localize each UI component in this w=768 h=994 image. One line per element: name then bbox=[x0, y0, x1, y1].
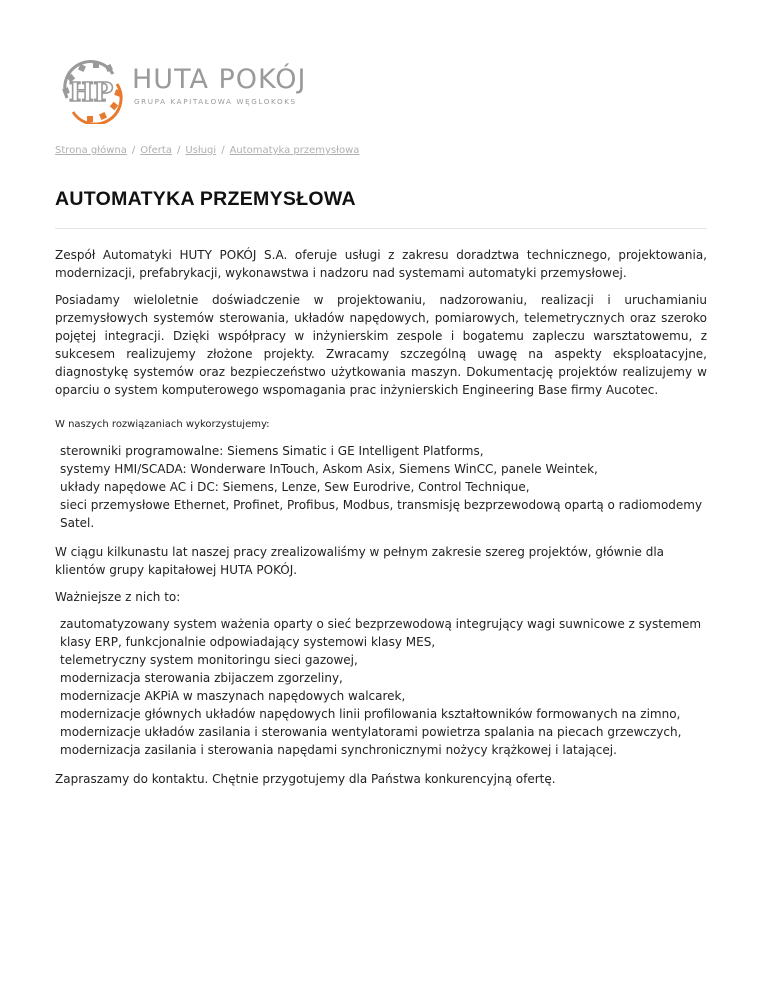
projects-intro: W ciągu kilkunastu lat naszej pracy zrealizowaliśmy w pełnym zakresie szereg projektów, głównie dla klientów grupy kapitałowej HUTA POKÓJ. bbox=[55, 545, 665, 577]
logo-tagline: GRUPA KAPITAŁOWA WĘGLOKOKS bbox=[134, 97, 297, 106]
projects-list bbox=[55, 615, 707, 759]
list-item: sterowniki programowalne: Siemens Simatic i GE Intelligent Platforms, bbox=[60, 444, 484, 458]
breadcrumb-separator: / bbox=[131, 145, 136, 156]
breadcrumb-home[interactable]: Strona główna bbox=[55, 145, 127, 156]
list-item: modernizacje głównych układów napędowych linii profilowania kształtowników formowanych na zimno, bbox=[60, 707, 681, 721]
company-logo[interactable] bbox=[55, 58, 307, 124]
list-item: modernizacja zasilania i sterowania napędami synchronicznymi nożycy krążkowej i latającej. bbox=[60, 743, 617, 757]
page-title: AUTOMATYKA PRZEMYSŁOWA bbox=[55, 188, 356, 210]
logo-title: HUTA POKÓJ bbox=[132, 64, 307, 95]
list-item: modernizacja sterowania zbijaczem zgorzeliny, bbox=[60, 671, 343, 685]
breadcrumb-separator: / bbox=[221, 145, 225, 156]
experience-paragraph: Posiadamy wieloletnie doświadczenie w projektowaniu, nadzorowaniu, realizacji i uruchamianiu przemysłowych systemów sterowania, układów napędowych, pomiarowych, telemetrycznych oraz szeroko pojętej integracji. Dzięki współpracy w inżynierskim zespole i bogatemu zapleczu warsztatowemu, z sukcesem realizujemy złożone projekty. Zwracamy szczególną uwagę na aspekty eksploatacyjne, diagnostykę systemów oraz bezpieczeństwo użytkowania maszyn. Dokumentację projektów realizujemy w oparciu o system komputerowego wspomagania prac inżynierskich Engineering Base firmy Aucotec. bbox=[55, 293, 707, 397]
logo-monogram: HP bbox=[68, 78, 114, 108]
breadcrumb bbox=[55, 145, 359, 156]
tech-heading: W naszych rozwiązaniach wykorzystujemy: bbox=[55, 419, 270, 430]
list-item: systemy HMI/SCADA: Wonderware InTouch, Askom Asix, Siemens WinCC, panele Weintek, bbox=[60, 462, 598, 476]
title-divider bbox=[55, 228, 707, 229]
closing-paragraph: Zapraszamy do kontaktu. Chętnie przygotujemy dla Państwa konkurencyjną ofertę. bbox=[55, 772, 556, 786]
article-content bbox=[55, 246, 707, 797]
list-item: układy napędowe AC i DC: Siemens, Lenze, Sew Eurodrive, Control Technique, bbox=[60, 480, 530, 494]
intro-paragraph: Zespół Automatyki HUTY POKÓJ S.A. oferuje usługi z zakresu doradztwa technicznego, projektowania, modernizacji, prefabrykacji, wykonawstwa i nadzoru nad systemami automatyki przemysłowej. bbox=[55, 248, 707, 280]
list-item: telemetryczny system monitoringu sieci gazowej, bbox=[60, 653, 358, 667]
breadcrumb-services[interactable]: Usługi bbox=[185, 145, 217, 156]
logo-gear-icon bbox=[55, 58, 131, 124]
list-item: sieci przemysłowe Ethernet, Profinet, Profibus, Modbus, transmisję bezprzewodową opartą o radiomodemy Satel. bbox=[60, 498, 703, 530]
list-item: zautomatyzowany system ważenia oparty o sieć bezprzewodową integrujący wagi suwnicowe z systemem klasy ERP, funkcjonalnie odpowiadający systemowi klasy MES, bbox=[60, 617, 702, 649]
breadcrumb-current[interactable]: Automatyka przemysłowa bbox=[229, 145, 360, 156]
list-item: modernizacje układów zasilania i sterowania wentylatorami powietrza spalania na piecach grzewczych, bbox=[60, 725, 682, 739]
breadcrumb-separator: / bbox=[176, 145, 181, 156]
breadcrumb-offer[interactable]: Oferta bbox=[140, 145, 172, 156]
projects-heading: Ważniejsze z nich to: bbox=[55, 590, 181, 604]
list-item: modernizacje AKPiA w maszynach napędowych walcarek, bbox=[60, 689, 406, 703]
tech-list bbox=[55, 442, 707, 532]
